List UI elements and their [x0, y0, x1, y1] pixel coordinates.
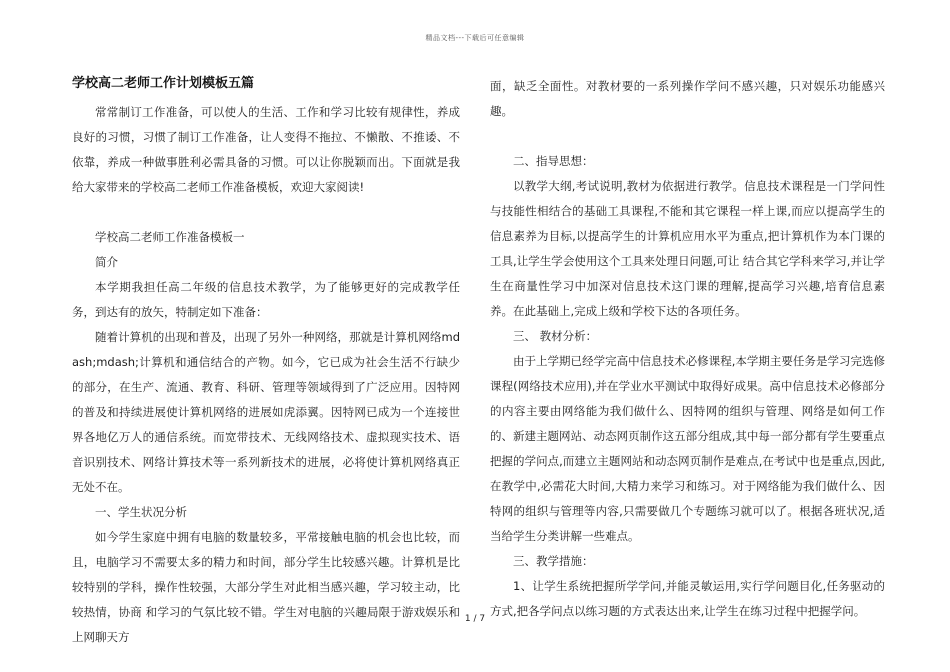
heading-guiding-ideas: 二、指导思想：: [513, 154, 594, 168]
paragraph-6: 1、让学生系统把握所学学问,并能灵敏运用,实行学问题目化,任务驱动的方式,把各学问点以练习题的方式表达出来,让学生在练习过程中把握学问。: [490, 579, 885, 618]
blank-line: [490, 124, 885, 149]
summary-heading: 简介: [95, 255, 118, 269]
paragraph-4: 以教学大纲,考试说明,教材为依据进行教学。信息技术课程是一门学问性与技能性相结合的基础工具课程,不能和其它课程一样上课,而应以提高学生的信息素养为目标,以提高学生的计算机应用水平为重点,把计算机作为本门课的工具,让学生学会使用这个工具来处理日问题,可让 结合其它学科来学习,并让学生在商量性学习中加深对信息技术这门课的理解,提高学习兴趣,培育信息素养。在此基础上,完成上级和学校下达的各项任务。: [490, 179, 885, 318]
heading-textbook-analysis: 三、 教材分析：: [513, 329, 598, 343]
heading-student-analysis: 一、学生状况分析: [95, 505, 187, 519]
paragraph-2: 随着计算机的出现和普及，出现了另外一种网络，那就是计算机网络mdash;mdash;计算机和通信结合的产物。如今，它已成为社会生活不行缺少的部分，在生产、流通、教育、科研、管理等领域得到了广泛应用。因特网的普及和持续进展使计算机网络的进展如虎添翼。因特网已成为一个连接世界各地亿万人的通信系统。而宽带技术、无线网络技术、虚拟现实技术、语音识别技术、网络计算技术等一系列新技术的进展，必将使计算机网络真正无处不在。: [72, 330, 460, 494]
page-number: 1 / 7: [464, 614, 486, 624]
left-column: [72, 74, 460, 650]
document-title: 学校高二老师工作计划模板五篇: [72, 76, 255, 91]
heading-teaching-measures: 三、教学措施：: [513, 554, 594, 568]
paragraph-1: 本学期我担任高二年级的信息技术教学，为了能够更好的完成教学任务，到达有的放矢，特制定如下准备：: [72, 280, 460, 319]
paragraph-3: 如今学生家庭中拥有电脑的数量较多，平常接触电脑的机会也比较，而且，电脑学习不需要太多的精力和时间，部分学生比较感兴趣。计算机是比较特别的学科，操作性较强，大部分学生对此相当感兴趣，学习较主动，比较热情，协商 和学习的气氛比较不错。学生对电脑的兴趣局限于游戏娱乐和上网聊天方: [72, 530, 460, 644]
intro-paragraph: 常常制订工作准备，可以使人的生活、工作和学习比较有规律性，养成良好的习惯，习惯了制订工作准备，让人变得不拖拉、不懒散、不推诿、不依靠，养成一种做事胜利必需具备的习惯。可以让你脱颖而出。下面就是我给大家带来的学校高二老师工作准备模板，欢迎大家阅读!: [72, 105, 460, 194]
continued-paragraph: 面，缺乏全面性。对教材要的一系列操作学问不感兴趣，只对娱乐功能感兴趣。: [490, 79, 885, 118]
header-note: 精品文档---下载后可任意编辑: [425, 34, 525, 42]
section-title: 学校高二老师工作准备模板一: [95, 230, 245, 244]
blank-line: [72, 200, 460, 225]
right-column: [490, 74, 885, 624]
paragraph-5: 由于上学期已经学完高中信息技术必修课程,本学期主要任务是学习完选修课程(网络技术应用),并在学业水平测试中取得好成果。高中信息技术必修部分的内容主要由网络能为我们做什么、因特网的组织与管理、网络是如何工作的、新建主题网站、动态网页制作这五部分组成,其中每一部分都有学生要重点把握的学问点,而建立主题网站和动态网页制作是难点,在考试中也是重点,因此,在教学中,必需花大时间,大精力来学习和练习。对于网络能为我们做什么、因特网的组织与管理等内容,只需要做几个专题练习就可以了。根据各班状况,适当给学生分类讲解一些难点。: [490, 354, 885, 543]
